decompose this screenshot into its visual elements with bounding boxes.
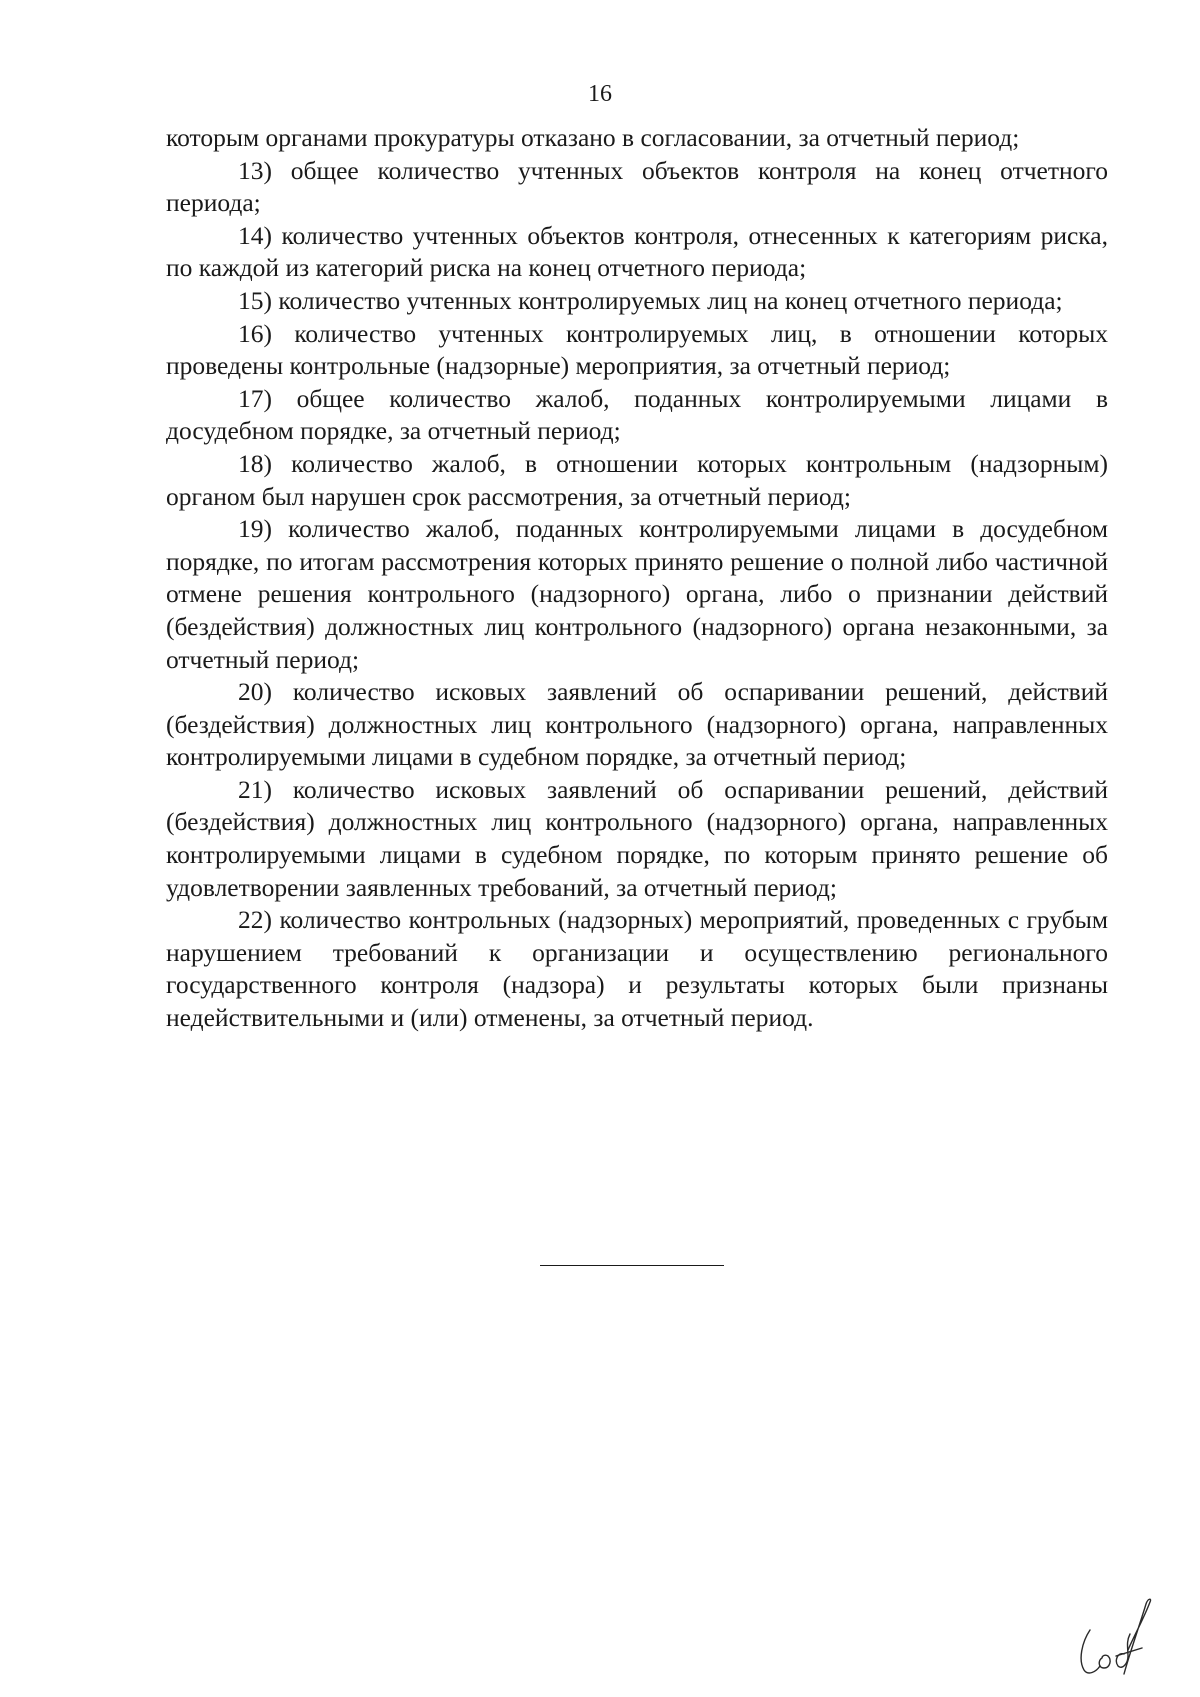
list-item-22: 22) количество контрольных (надзорных) мероприятий, проведенных с грубым нарушением требований к организации и осуществлению регионального государственного контроля (надзора) и результаты которых были признаны недействительными и (или) отменены, за отчетный период. [166, 905, 1108, 1033]
list-item-19: 19) количество жалоб, поданных контролируемыми лицами в досудебном порядке, по итогам рассмотрения которых принято решение о полной либо частичной отмене решения контрольного (надзорного) органа, либо о признании действий (бездействия) должностных лиц контрольного (надзорного) органа незаконными, за отчетный период; [166, 514, 1108, 674]
end-separator-line [540, 1265, 724, 1266]
list-item-17: 17) общее количество жалоб, поданных контролируемыми лицами в досудебном порядке, за отчетный период; [166, 383, 1108, 446]
list-item-16: 16) количество учтенных контролируемых лиц, в отношении которых проведены контрольные (надзорные) мероприятия, за отчетный период; [166, 318, 1108, 381]
list-item-15: 15) количество учтенных контролируемых лиц на конец отчетного периода; [238, 285, 1063, 315]
page-number: 16 [588, 81, 612, 107]
list-item-13: 13) общее количество учтенных объектов контроля на конец отчетного периода; [166, 155, 1108, 218]
document-body [166, 122, 1108, 1035]
paragraph-continuation: которым органами прокуратуры отказано в согласовании, за отчетный период; [166, 123, 1020, 152]
list-item-21: 21) количество исковых заявлений об оспаривании решений, действий (бездействия) должностных лиц контрольного (надзорного) органа, направленных контролируемыми лицами в судебном порядке, по которым принято решение об удовлетворении заявленных требований, за отчетный период; [166, 774, 1108, 902]
list-item-14: 14) количество учтенных объектов контроля, отнесенных к категориям риска, по каждой из категорий риска на конец отчетного периода; [166, 220, 1108, 283]
list-item-20: 20) количество исковых заявлений об оспаривании решений, действий (бездействия) должностных лиц контрольного (надзорного) органа, направленных контролируемыми лицами в судебном порядке, за отчетный период; [166, 677, 1108, 772]
list-item-18: 18) количество жалоб, в отношении которых контрольным (надзорным) органом был нарушен срок рассмотрения, за отчетный период; [166, 448, 1108, 511]
signature-icon [1068, 1590, 1158, 1678]
